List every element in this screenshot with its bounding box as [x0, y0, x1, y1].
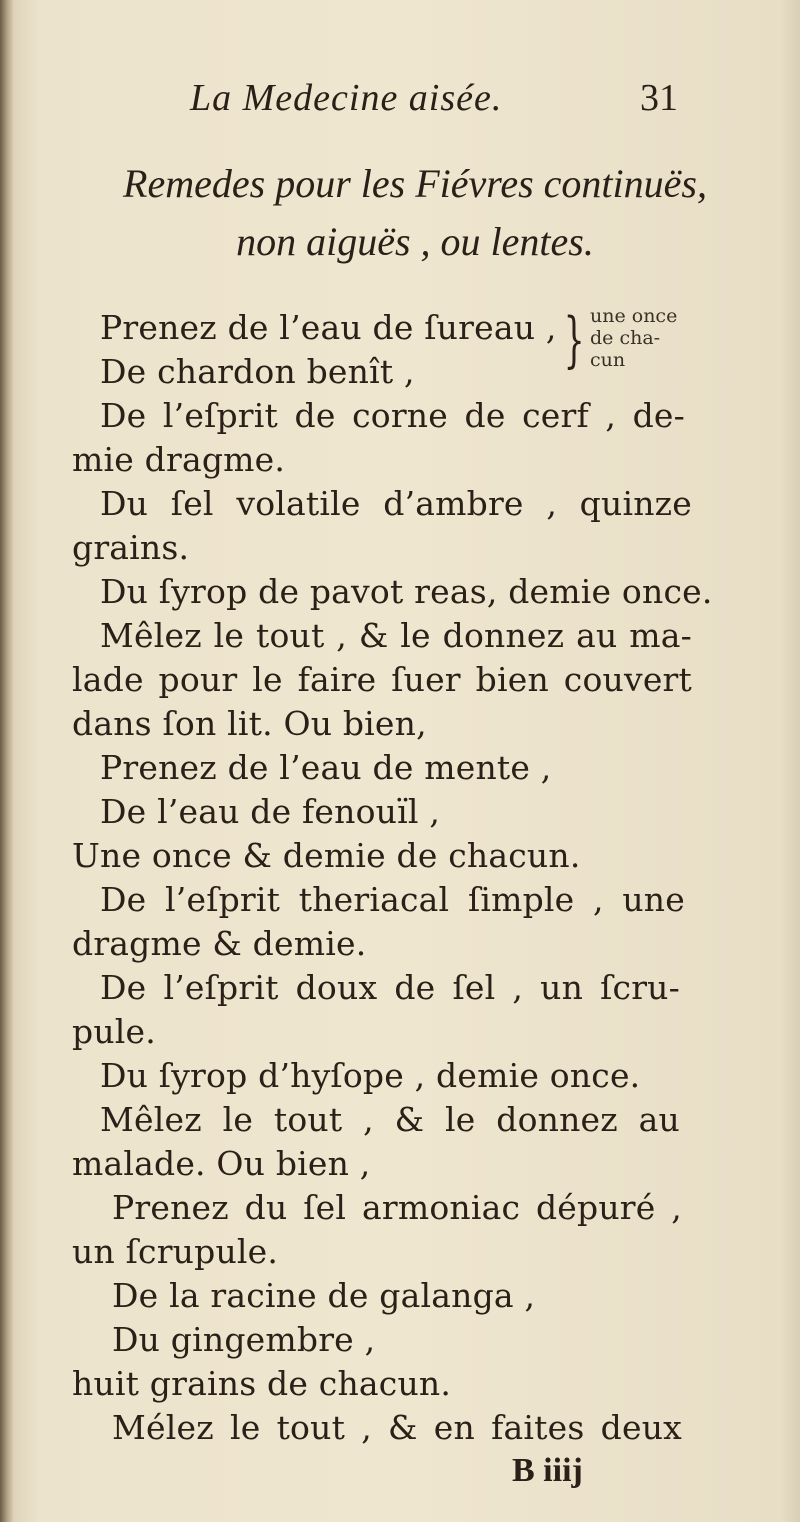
text-line: mie dragme. — [72, 440, 286, 479]
text-line: De l’eau de fenouïl , — [100, 792, 441, 831]
text-line: Du gingembre , — [112, 1320, 376, 1359]
text-line: Une once & demie de chacun. — [72, 836, 581, 875]
marginal-note — [590, 305, 700, 371]
text-line: Prenez du ſel armoniac dépuré , — [112, 1188, 682, 1227]
text-line: Du ſel volatile d’ambre , quinze — [100, 484, 692, 523]
section-heading-line-2: non aiguës , ou lentes. — [236, 219, 594, 264]
text-line: Prenez de l’eau de ſureau , — [100, 308, 557, 347]
text-line: Mêlez le tout , & le donnez au ma- — [100, 616, 692, 655]
text-line: De l’eſprit de corne de cerf , de- — [100, 396, 685, 435]
marginal-note-line: cun — [590, 349, 626, 371]
marginal-note-line: une once — [590, 305, 678, 327]
text-line: un ſcrupule. — [72, 1232, 279, 1271]
brace-icon: } — [563, 305, 585, 375]
running-title: La Medecine aisée. — [190, 77, 503, 119]
text-line: Mélez le tout , & en faites deux — [112, 1408, 682, 1447]
text-line: De la racine de galanga , — [112, 1276, 536, 1315]
text-line: De l’eſprit theriacal ſimple , une — [100, 880, 685, 919]
text-line: malade. Ou bien , — [72, 1144, 371, 1183]
page-binding-edge — [0, 0, 14, 1522]
marginal-note-line: de cha- — [590, 327, 661, 349]
text-line: De chardon benît , — [100, 352, 415, 391]
text-line: grains. — [72, 528, 190, 567]
text-line: dans ſon lit. Ou bien, — [72, 704, 427, 743]
catchword: B iiij — [512, 1452, 583, 1489]
text-line: Prenez de l’eau de mente , — [100, 748, 552, 787]
text-line: Mêlez le tout , & le donnez au — [100, 1100, 680, 1139]
text-line: De l’eſprit doux de ſel , un ſcru- — [100, 968, 680, 1007]
section-heading-line-1: Remedes pour les Fiévres continuës, — [123, 161, 707, 206]
text-line: pule. — [72, 1012, 156, 1051]
text-line: Du ſyrop d’hyſope , demie once. — [100, 1056, 641, 1095]
page-number: 31 — [640, 77, 678, 119]
text-line: huit grains de chacun. — [72, 1364, 452, 1403]
text-line: lade pour le faire ſuer bien couvert — [72, 660, 692, 699]
text-line: dragme & demie. — [72, 924, 367, 963]
text-line: Du ſyrop de pavot reas, demie once. — [100, 572, 713, 611]
